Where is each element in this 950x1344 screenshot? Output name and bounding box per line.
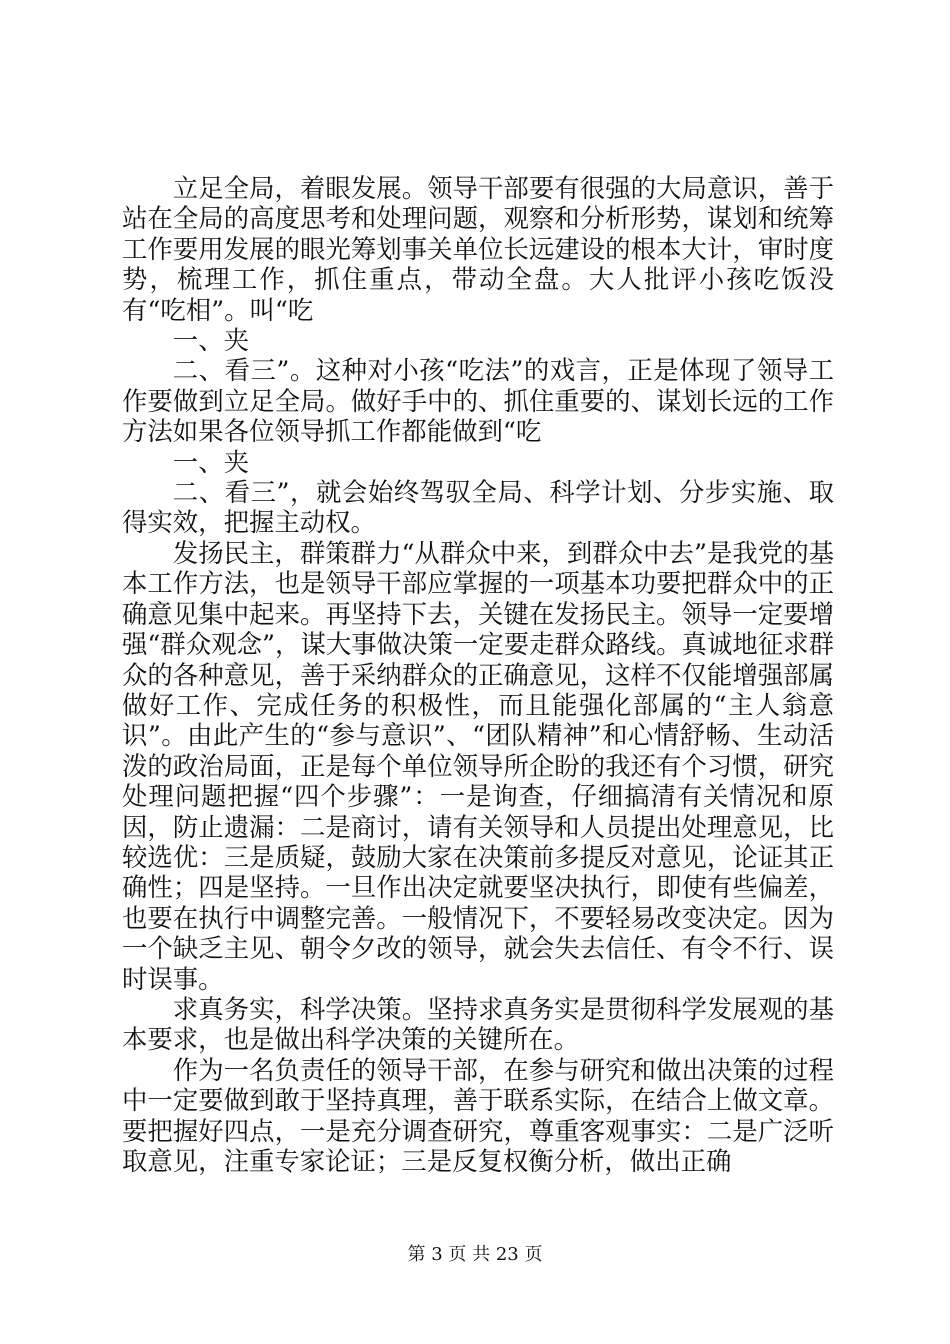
- paragraph: 作为一名负责任的领导干部，在参与研究和做出决策的过程中一定要做到敢于坚持真理，善于联系实际，在结合上做文章。要把握好四点，一是充分调查研究，尊重客观事实：二是广泛听取意见，注重专家论证；三是反复权衡分析，做出正确: [122, 1054, 834, 1176]
- list-item: 一、夹: [172, 325, 249, 356]
- page-footer: [0, 1240, 950, 1266]
- body-text: [122, 173, 834, 1176]
- list-item: 一、夹: [172, 446, 249, 477]
- page-number: 第 3 页 共 23 页: [407, 1244, 543, 1265]
- paragraph: 二、看三”。这种对小孩“吃法”的戏言，正是体现了领导工作要做到立足全局。做好手中的、抓住重要的、谋划长远的工作方法如果各位领导抓工作都能做到“吃: [122, 355, 834, 447]
- paragraph: 求真务实，科学决策。坚持求真务实是贯彻科学发展观的基本要求，也是做出科学决策的关键所在。: [122, 993, 834, 1055]
- paragraph: 发扬民主，群策群力“从群众中来，到群众中去”是我党的基本工作方法，也是领导干部应掌握的一项基本功要把群众中的正确意见集中起来。再坚持下去，关键在发扬民主。领导一定要增强“群众观念”，谋大事做决策一定要走群众路线。真诚地征求群众的各种意见，善于采纳群众的正确意见，这样不仅能增强部属做好工作、完成任务的积极性，而且能强化部属的“主人翁意识”。由此产生的“参与意识”、“团队精神”和心情舒畅、生动活泼的政治局面，正是每个单位领导所企盼的我还有个习惯，研究处理问题把握“四个步骤”：一是询查，仔细搞清有关情况和原因，防止遗漏：二是商讨，请有关领导和人员提出处理意见，比较选优：三是质疑，鼓励大家在决策前多提反对意见，论证其正确性；四是坚持。一旦作出决定就要坚决执行，即使有些偏差，也要在执行中调整完善。一般情况下，不要轻易改变决定。因为一个缺乏主见、朝令夕改的领导，就会失去信任、有令不行、误时误事。: [122, 537, 834, 994]
- paragraph: 立足全局，着眼发展。领导干部要有很强的大局意识，善于站在全局的高度思考和处理问题，观察和分析形势，谋划和统筹工作要用发展的眼光筹划事关单位长远建设的根本大计，审时度势，梳理工作，抓住重点，带动全盘。大人批评小孩吃饭没有“吃相”。叫“吃: [122, 173, 834, 325]
- paragraph: 二、看三”，就会始终驾驭全局、科学计划、分步实施、取得实效，把握主动权。: [122, 477, 834, 538]
